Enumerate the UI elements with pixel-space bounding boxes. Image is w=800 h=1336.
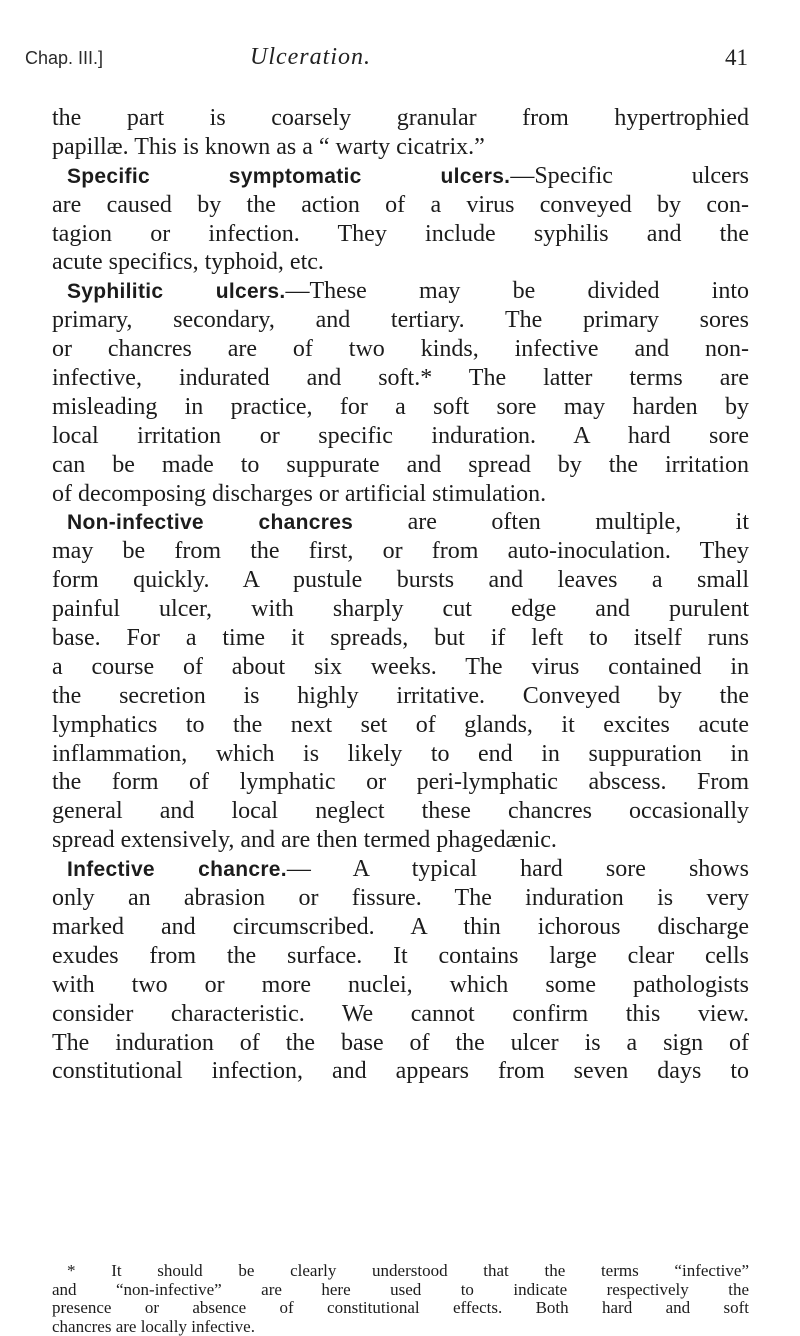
text-line: the form of lymphatic or peri-lymphatic abscess. From [52, 768, 749, 797]
line-text: —These may be divided into [286, 278, 749, 304]
page-number: 41 [725, 45, 748, 71]
footnote [52, 1262, 749, 1336]
chapter-label: Chap. III.] [25, 48, 103, 69]
text-line [52, 855, 749, 884]
running-title: Ulceration. [250, 44, 371, 71]
text-line: may be from the first, or from auto-inoculation. They [52, 537, 749, 566]
footnote-line: and “non-infective” are here used to indicate respectively the [52, 1281, 749, 1300]
text-line: are caused by the action of a virus conveyed by con- [52, 191, 749, 220]
text-line: of decomposing discharges or artificial stimulation. [52, 480, 749, 509]
text-line: the part is coarsely granular from hypertrophied [52, 104, 749, 133]
section-heading: Syphilitic ulcers. [67, 280, 286, 303]
text-line: infective, indurated and soft.* The latter terms are [52, 364, 749, 393]
text-line: acute specifics, typhoid, etc. [52, 248, 749, 277]
text-line: marked and circumscribed. A thin ichorous discharge [52, 913, 749, 942]
text-line: spread extensively, and are then termed phagedænic. [52, 826, 749, 855]
text-line [52, 508, 749, 537]
text-line: constitutional infection, and appears from seven days to [52, 1057, 749, 1086]
text-line: consider characteristic. We cannot confirm this view. [52, 1000, 749, 1029]
text-line: base. For a time it spreads, but if left to itself runs [52, 624, 749, 653]
text-line: local irritation or specific induration. A hard sore [52, 422, 749, 451]
line-text: —Specific ulcers [510, 163, 749, 189]
text-line: the secretion is highly irritative. Conveyed by the [52, 682, 749, 711]
section-heading: Infective chancre. [67, 858, 287, 881]
text-line: general and local neglect these chancres occasionally [52, 797, 749, 826]
text-line: or chancres are of two kinds, infective and non- [52, 335, 749, 364]
text-line: can be made to suppurate and spread by the irritation [52, 451, 749, 480]
body-text [52, 104, 749, 1086]
footnote-line: chancres are locally infective. [52, 1318, 749, 1336]
text-line: The induration of the base of the ulcer is a sign of [52, 1029, 749, 1058]
footnote-line: presence or absence of constitutional effects. Both hard and soft [52, 1299, 749, 1318]
text-line [52, 162, 749, 191]
text-line: form quickly. A pustule bursts and leaves a small [52, 566, 749, 595]
text-line: painful ulcer, with sharply cut edge and purulent [52, 595, 749, 624]
text-line: papillæ. This is known as a “ warty cicatrix.” [52, 133, 749, 162]
text-line: only an abrasion or fissure. The induration is very [52, 884, 749, 913]
text-line: misleading in practice, for a soft sore may harden by [52, 393, 749, 422]
line-text: — A typical hard sore shows [287, 856, 749, 882]
text-line: inflammation, which is likely to end in suppuration in [52, 740, 749, 769]
text-line [52, 277, 749, 306]
text-line: lymphatics to the next set of glands, it excites acute [52, 711, 749, 740]
text-line: tagion or infection. They include syphilis and the [52, 220, 749, 249]
section-heading: Non-infective chancres [67, 511, 353, 534]
line-text: are often multiple, it [353, 509, 749, 535]
running-header [25, 48, 748, 78]
text-line: exudes from the surface. It contains large clear cells [52, 942, 749, 971]
text-line: primary, secondary, and tertiary. The primary sores [52, 306, 749, 335]
section-heading: Specific symptomatic ulcers. [67, 165, 510, 188]
text-line: a course of about six weeks. The virus contained in [52, 653, 749, 682]
text-line: with two or more nuclei, which some pathologists [52, 971, 749, 1000]
footnote-line: * It should be clearly understood that the terms “infective” [52, 1262, 749, 1281]
